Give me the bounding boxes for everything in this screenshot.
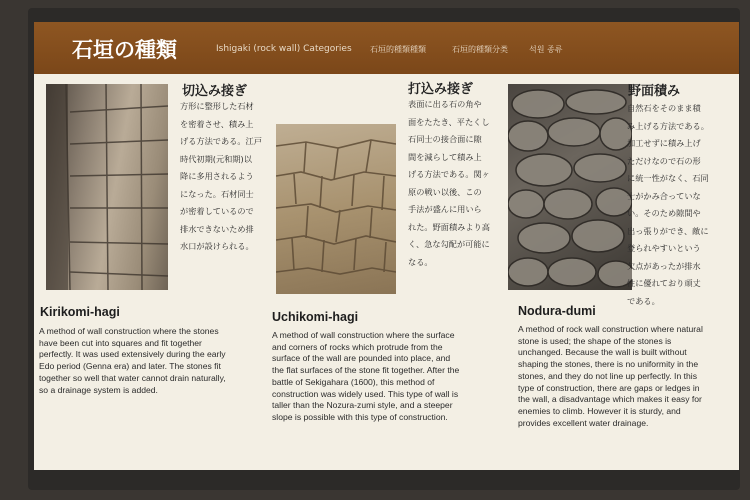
header-bar [34, 22, 739, 74]
uchikomi-japanese-text: 表面に出る石の角や 面をたたき、平たくし 石同士の接合面に隙 間を減らして積み上 げる方法である。関ヶ 原の戦い以後、この 手法が盛んに用いら れた。野面積みより高 く、急な勾配が可能に なる。 [408, 99, 490, 267]
kirikomi-japanese-title: 切込み接ぎ [182, 84, 248, 99]
nodura-english-title: Nodura-dumi [518, 304, 596, 318]
title-chinese-simplified: 石垣的種類分类 [452, 45, 508, 54]
uchikomi-english-text: A method of wall construction where the surface and corners of rocks which protrude from the surface of the wall are pounded into place, and the flat surfaces of the stone fit together. After the battle of Sekigahara (1600), this method of construction was widely used. This type of wall is taller than the Nozura-zumi style, and a steeper slope is possible with this type of construction. [272, 330, 460, 422]
nodura-japanese-text: 自然石をそのまま積 み上げる方法である。 加工せずに積み上げ ただけなので石の形 に統一性がなく、石同 士がかみ合っていな い。そのため隙間や 出っ張りができ、敵に 登られやすいという 欠点があったが排水 性に優れており頑丈 である。 [627, 103, 709, 306]
uchikomi-japanese-title: 打込み接ぎ [408, 82, 474, 97]
title-korean: 석원 종류 [529, 45, 563, 54]
title-japanese: 石垣の種類 [72, 37, 177, 62]
nodura-wall-photo [508, 84, 632, 290]
title-chinese-traditional: 石垣的種類種類 [370, 45, 426, 54]
kirikomi-japanese-text: 方形に整形した石材 を密着させ、積み上 げる方法である。江戸 時代初期(元和期)以 降に多用されるよう になった。石材同士 が密着しているので 排水できないため排 水口が設けられる。 [180, 101, 262, 251]
kirikomi-english-title: Kirikomi-hagi [40, 305, 120, 319]
kirikomi-english-text: A method of wall construction where the stones have been cut into squares and fit together perfectly. It was used extensively during the early Edo period (Genna era) and later. The stones fit together so well that water cannot drain naturally, so a drainage system is added. [39, 326, 226, 395]
title-english: Ishigaki (rock wall) Categories [216, 44, 352, 54]
nodura-english-text: A method of rock wall construction where natural stone is used; the shape of the stones is unchanged. Because the wall is built without shaping the stones, there is no uniformity in the stones, and they do not line up perfectly. In this type of construction, there are gaps or ledges in the wall, a disadvantage which makes it easy for enemies to climb. However it is sturdy, and provides excellent water drainage. [518, 324, 703, 428]
uchikomi-english-title: Uchikomi-hagi [272, 310, 359, 324]
nodura-japanese-title: 野面積み [628, 84, 681, 99]
uchikomi-wall-photo [276, 124, 396, 294]
kirikomi-wall-photo [46, 84, 168, 290]
